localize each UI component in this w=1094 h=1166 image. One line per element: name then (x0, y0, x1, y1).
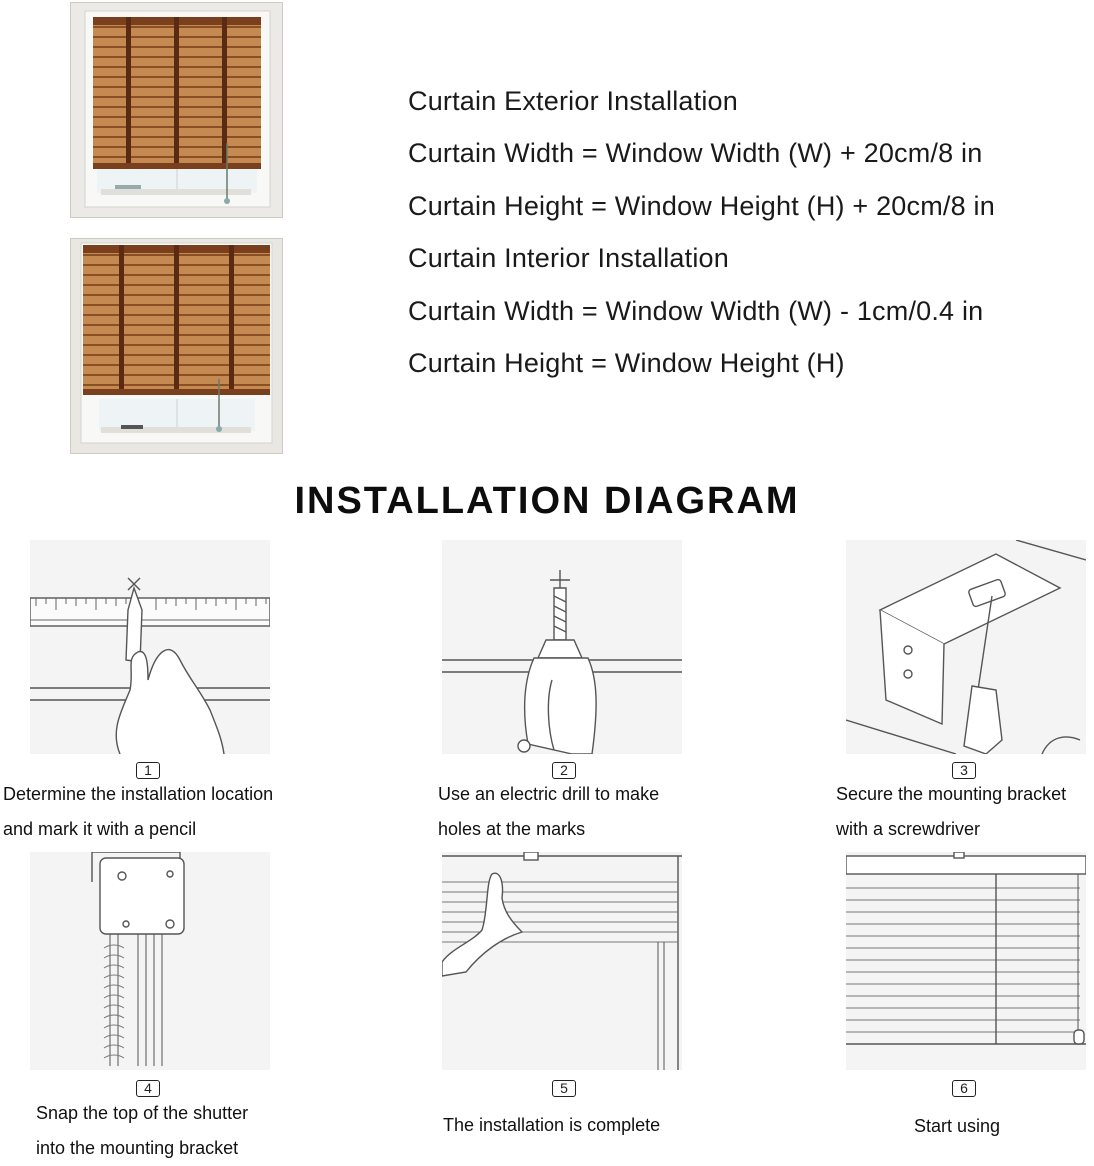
step-2-illustration (442, 540, 682, 754)
installation-diagram-title: INSTALLATION DIAGRAM (294, 480, 800, 522)
interior-installation-photo (70, 238, 283, 454)
step-3-number: 3 (952, 762, 976, 779)
step-1-caption-line1: Determine the installation location (3, 784, 274, 804)
exterior-installation-title: Curtain Exterior Installation (408, 86, 738, 116)
step-4-illustration (30, 852, 270, 1070)
step-4-caption-line1: Snap the top of the shutter (36, 1103, 249, 1123)
step-2-caption-line2: holes at the marks (438, 819, 586, 839)
exterior-installation-photo (70, 2, 283, 218)
step-6-caption: Start using (914, 1116, 1001, 1136)
step-2-caption-line1: Use an electric drill to make (438, 784, 660, 804)
step-3-caption-line1: Secure the mounting bracket (836, 784, 1067, 804)
step-1-number: 1 (136, 762, 160, 779)
interior-width-formula: Curtain Width = Window Width (W) - 1cm/0.4 in (408, 296, 984, 326)
step-6-number: 6 (952, 1080, 976, 1097)
step-6-illustration (846, 852, 1086, 1070)
step-4-number: 4 (136, 1080, 160, 1097)
interior-height-formula: Curtain Height = Window Height (H) (408, 348, 845, 378)
step-5-illustration (442, 852, 682, 1070)
exterior-width-formula: Curtain Width = Window Width (W) + 20cm/8 in (408, 138, 983, 168)
step-5-caption: The installation is complete (443, 1115, 661, 1135)
step-4-caption-line2: into the mounting bracket (36, 1138, 239, 1158)
interior-installation-title: Curtain Interior Installation (408, 243, 729, 273)
step-2-number: 2 (552, 762, 576, 779)
step-5-number: 5 (552, 1080, 576, 1097)
step-1-caption-line2: and mark it with a pencil (3, 819, 197, 839)
exterior-height-formula: Curtain Height = Window Height (H) + 20cm/8 in (408, 191, 995, 221)
step-1-illustration (30, 540, 270, 754)
step-3-illustration (846, 540, 1086, 754)
step-3-caption-line2: with a screwdriver (836, 819, 981, 839)
